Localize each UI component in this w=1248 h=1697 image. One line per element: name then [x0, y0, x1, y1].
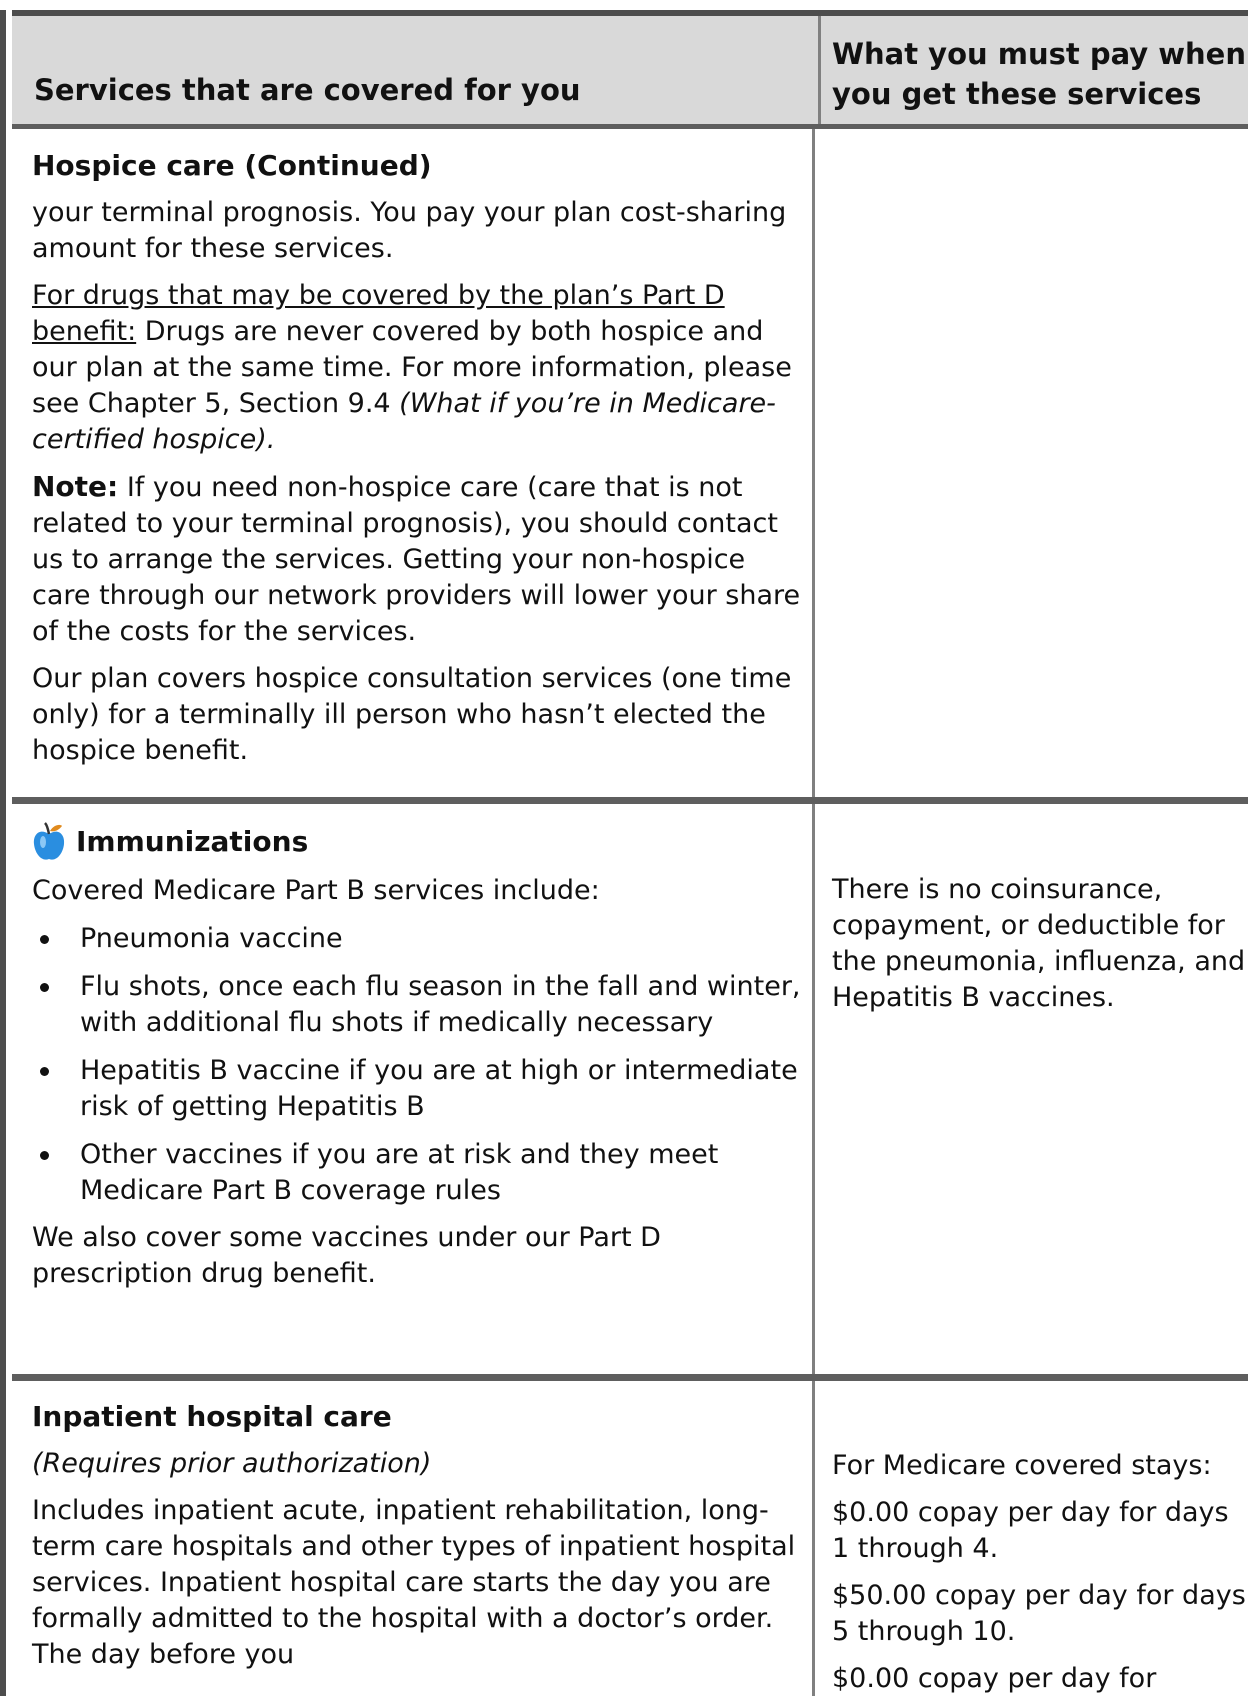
immunizations-cost: There is no coinsurance, copayment, or deductible for the pneumonia, influenza, and Hepatitis B vaccines.: [832, 874, 1246, 1013]
immunizations-title: Immunizations: [76, 825, 309, 858]
list-item-text: Pneumonia vaccine: [80, 923, 343, 954]
immunizations-cost-cell: [832, 872, 1248, 1016]
inpatient-services-cell: [32, 1399, 812, 1673]
row-immunizations: [12, 804, 1248, 1374]
header-what-you-pay-line1: What you must pay when: [832, 37, 1247, 71]
bullet-icon: [40, 983, 49, 992]
row-column-divider: [812, 1381, 815, 1696]
hospice-part-d-reference: (What if you’re in Medicare-certified hospice).: [32, 388, 776, 455]
hospice-paragraph-1: your terminal prognosis. You pay your plan cost-sharing amount for these services.: [32, 197, 787, 264]
list-item: [32, 921, 812, 957]
bullet-icon: [40, 1067, 49, 1076]
inpatient-cost-3: $0.00 copay per day for: [832, 1663, 1157, 1694]
header-what-you-pay: [832, 34, 1246, 114]
immunizations-services-cell: [32, 822, 812, 1292]
row-column-divider: [812, 804, 815, 1374]
list-item: [32, 969, 812, 1041]
list-item: [32, 1053, 812, 1125]
inpatient-body: Includes inpatient acute, inpatient rehabilitation, long-term care hospitals and other types of inpatient hospital services. Inpatient hospital care starts the day you are formally admitted to the hospital with a doctor’s order. The day before you: [32, 1495, 796, 1670]
immunizations-outro: We also cover some vaccines under our Part D prescription drug benefit.: [32, 1222, 661, 1289]
hospice-note: [32, 469, 812, 650]
inpatient-cost-intro: For Medicare covered stays:: [832, 1450, 1212, 1481]
list-item: [32, 1137, 812, 1209]
immunizations-intro: Covered Medicare Part B services include:: [32, 875, 600, 906]
bullet-icon: [40, 935, 49, 944]
row-separator: [12, 1374, 1248, 1381]
header-what-you-pay-line2: you get these services: [832, 77, 1202, 111]
row-separator: [12, 797, 1248, 804]
list-item-text: Flu shots, once each flu season in the fall and winter, with additional flu shots if medically necessary: [80, 971, 801, 1038]
inpatient-cost-1: $0.00 copay per day for days 1 through 4.: [832, 1497, 1229, 1564]
bullet-icon: [40, 1151, 49, 1160]
row-column-divider: [812, 129, 815, 797]
header-services: Services that are covered for you: [34, 73, 581, 107]
hospice-part-d-text: Drugs are never covered by both hospice and our plan at the same time. For more information, please see Chapter 5, Section 9.4: [32, 316, 792, 419]
hospice-paragraph-4: Our plan covers hospice consultation services (one time only) for a terminally ill person who hasn’t elected the hospice benefit.: [32, 663, 792, 766]
hospice-part-d-heading: For drugs that may be covered by the plan’s Part D benefit:: [32, 280, 725, 347]
hospice-note-text: If you need non-hospice care (care that is not related to your terminal prognosis), you should contact us to arrange the services. Getting your non-hospice care through our network providers will lower your share of the costs for the services.: [32, 472, 801, 647]
inpatient-title: Inpatient hospital care: [32, 1400, 392, 1433]
hospice-note-label: Note:: [32, 470, 119, 503]
immunizations-list: [32, 921, 812, 1209]
list-item-text: Hepatitis B vaccine if you are at high or intermediate risk of getting Hepatitis B: [80, 1055, 798, 1122]
benefits-table: [0, 10, 1248, 1696]
immunizations-title-line: [32, 822, 812, 862]
inpatient-subtitle: (Requires prior authorization): [32, 1448, 432, 1479]
hospice-paragraph-2: [32, 278, 812, 458]
row-inpatient-hospital-care: [12, 1381, 1248, 1696]
hospice-services-cell: [32, 148, 812, 769]
list-item-text: Other vaccines if you are at risk and they meet Medicare Part B coverage rules: [80, 1139, 719, 1206]
inpatient-cost-cell: [832, 1448, 1248, 1697]
inpatient-cost-2: $50.00 copay per day for days 5 through 10.: [832, 1580, 1246, 1647]
apple-icon: [32, 822, 66, 862]
hospice-title: Hospice care (Continued): [32, 149, 432, 182]
row-hospice-care: [12, 129, 1248, 797]
table-header: [12, 16, 1248, 129]
header-column-divider: [818, 16, 821, 124]
